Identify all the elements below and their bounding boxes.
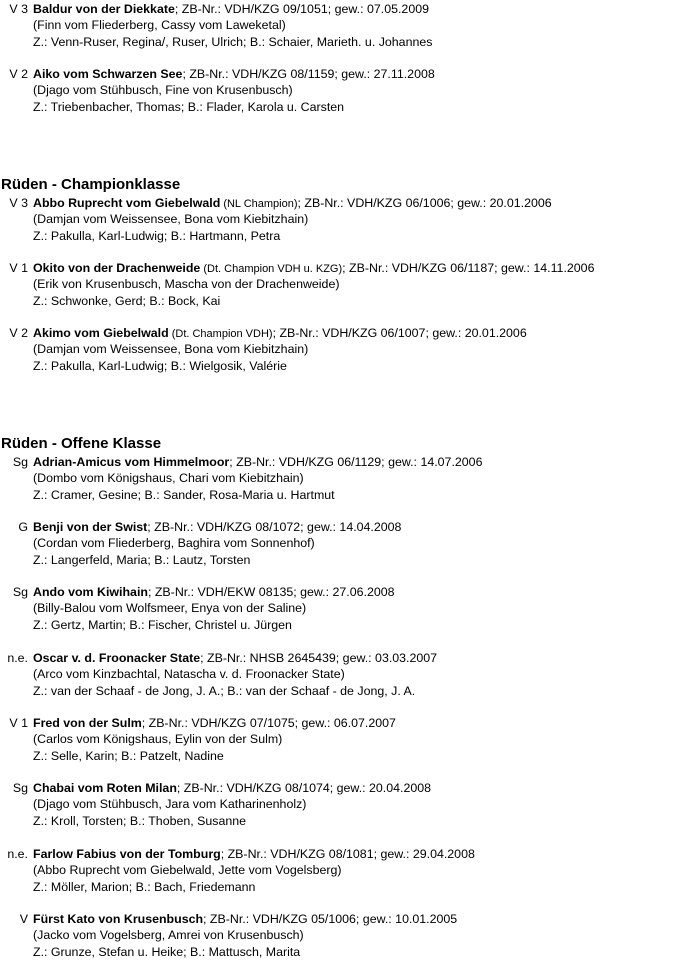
breeder-owner: Z.: Triebenbacher, Thomas; B.: Flader, Karola u. Carsten [33, 99, 345, 114]
section-title: Rüden - Offene Klasse [1, 435, 162, 452]
breeder-owner: Z.: Kroll, Torsten; B.: Thoben, Susanne [33, 813, 247, 828]
dog-name: Adrian-Amicus vom Himmelmoor [33, 455, 230, 469]
parents: (Cordan vom Fliederberg, Baghira vom Sonnenhof) [33, 536, 315, 551]
parents: (Djago vom Stühbusch, Jara vom Katharinenholz) [33, 797, 307, 812]
registration: ; ZB-Nr.: VDH/KZG 06/1129; gew.: 14.07.2006 [229, 455, 483, 469]
grade: n.e. [7, 847, 28, 861]
breeder-owner: Z.: Schwonke, Gerd; B.: Bock, Kai [33, 293, 221, 308]
title-note: (Dt. Champion VDH) [168, 328, 273, 340]
grade: V 2 [9, 67, 28, 81]
dog-name: Abbo Ruprecht vom Giebelwald [33, 196, 221, 210]
parents: (Damjan vom Weissensee, Bona vom Kiebitzhain) [33, 342, 309, 357]
grade: V 1 [9, 261, 28, 275]
dog-name: Akimo vom Giebelwald [33, 326, 169, 340]
registration: ; ZB-Nr.: NHSB 2645439; gew.: 03.03.2007 [200, 651, 438, 665]
title-note: (NL Champion) [220, 198, 298, 210]
dog-name: Chabai vom Roten Milan [33, 781, 177, 795]
breeder-owner: Z.: Langerfeld, Maria; B.: Lautz, Torsten [33, 552, 251, 567]
breeder-owner: Z.: Pakulla, Karl-Ludwig; B.: Wielgosik, Valérie [33, 358, 287, 373]
registration: ; ZB-Nr.: VDH/KZG 08/1081; gew.: 29.04.2008 [220, 847, 475, 861]
grade: G [18, 520, 28, 534]
grade: V 3 [9, 196, 28, 210]
registration: ; ZB-Nr.: VDH/KZG 05/1006; gew.: 10.01.2005 [203, 912, 458, 926]
parents: (Dombo vom Königshaus, Chari vom Kiebitzhain) [33, 471, 304, 486]
registration: ; ZB-Nr.: VDH/EKW 08135; gew.: 27.06.2008 [147, 585, 395, 599]
dog-name: Benji von der Swist [33, 520, 148, 534]
dog-name: Baldur von der Diekkate [33, 2, 175, 16]
dog-name: Aiko vom Schwarzen See [33, 67, 183, 81]
parents: (Jacko vom Vogelsberg, Amrei von Krusenbusch) [33, 928, 304, 943]
dog-name: Fürst Kato von Krusenbusch [33, 912, 204, 926]
breeder-owner: Z.: Grunze, Stefan u. Heike; B.: Mattusch, Marita [33, 944, 301, 959]
dog-name: Oscar v. d. Froonacker State [33, 651, 201, 665]
registration: ; ZB-Nr.: VDH/KZG 09/1051; gew.: 07.05.2009 [174, 2, 429, 16]
registration: ; ZB-Nr.: VDH/KZG 07/1075; gew.: 06.07.2007 [141, 716, 396, 730]
parents: (Abbo Ruprecht vom Giebelwald, Jette vom Vogelsberg) [33, 863, 342, 878]
registration: ; ZB-Nr.: VDH/KZG 06/1006; gew.: 20.01.2006 [297, 196, 552, 210]
registration: ; ZB-Nr.: VDH/KZG 06/1007; gew.: 20.01.2006 [272, 326, 527, 340]
grade: Sg [12, 455, 28, 469]
registration: ; ZB-Nr.: VDH/KZG 06/1187; gew.: 14.11.2006 [342, 261, 595, 275]
dog-name: Fred von der Sulm [33, 716, 142, 730]
breeder-owner: Z.: Cramer, Gesine; B.: Sander, Rosa-Maria u. Hartmut [33, 487, 335, 502]
grade: V 3 [9, 2, 28, 16]
registration: ; ZB-Nr.: VDH/KZG 08/1159; gew.: 27.11.2008 [182, 67, 435, 81]
grade: V 2 [9, 326, 28, 340]
parents: (Djago vom Stühbusch, Fine von Krusenbusch) [33, 83, 293, 98]
breeder-owner: Z.: Selle, Karin; B.: Patzelt, Nadine [33, 748, 224, 763]
registration: ; ZB-Nr.: VDH/KZG 08/1072; gew.: 14.04.2008 [147, 520, 402, 534]
dog-name: Ando vom Kiwihain [33, 585, 148, 599]
dog-name: Okito von der Drachenweide [33, 261, 201, 275]
section-title: Rüden - Championklasse [1, 176, 181, 193]
breeder-owner: Z.: Pakulla, Karl-Ludwig; B.: Hartmann, Petra [33, 228, 281, 243]
parents: (Finn vom Fliederberg, Cassy vom Laweketal) [33, 18, 286, 33]
parents: (Carlos vom Königshaus, Eylin von der Sulm) [33, 732, 283, 747]
parents: (Billy-Balou vom Wolfsmeer, Enya von der Saline) [33, 601, 307, 616]
parents: (Erik von Krusenbusch, Mascha von der Drachenweide) [33, 277, 340, 292]
grade: n.e. [7, 651, 28, 665]
breeder-owner: Z.: Venn-Ruser, Regina/, Ruser, Ulrich; B.: Schaier, Marieth. u. Johannes [33, 34, 433, 49]
grade: Sg [12, 781, 28, 795]
title-note: (Dt. Champion VDH u. KZG) [200, 263, 343, 275]
grade: Sg [12, 585, 28, 599]
grade: V 1 [9, 716, 28, 730]
parents: (Arco vom Kinzbachtal, Natascha v. d. Froonacker State) [33, 667, 345, 682]
parents: (Damjan vom Weissensee, Bona vom Kiebitzhain) [33, 212, 309, 227]
breeder-owner: Z.: Gertz, Martin; B.: Fischer, Christel u. Jürgen [33, 617, 292, 632]
registration: ; ZB-Nr.: VDH/KZG 08/1074; gew.: 20.04.2008 [176, 781, 432, 795]
breeder-owner: Z.: van der Schaaf - de Jong, J. A.; B.: van der Schaaf - de Jong, J. A. [33, 683, 416, 698]
dog-name: Farlow Fabius von der Tomburg [33, 847, 221, 861]
breeder-owner: Z.: Möller, Marion; B.: Bach, Friedemann [33, 879, 256, 894]
grade: V [19, 912, 28, 926]
